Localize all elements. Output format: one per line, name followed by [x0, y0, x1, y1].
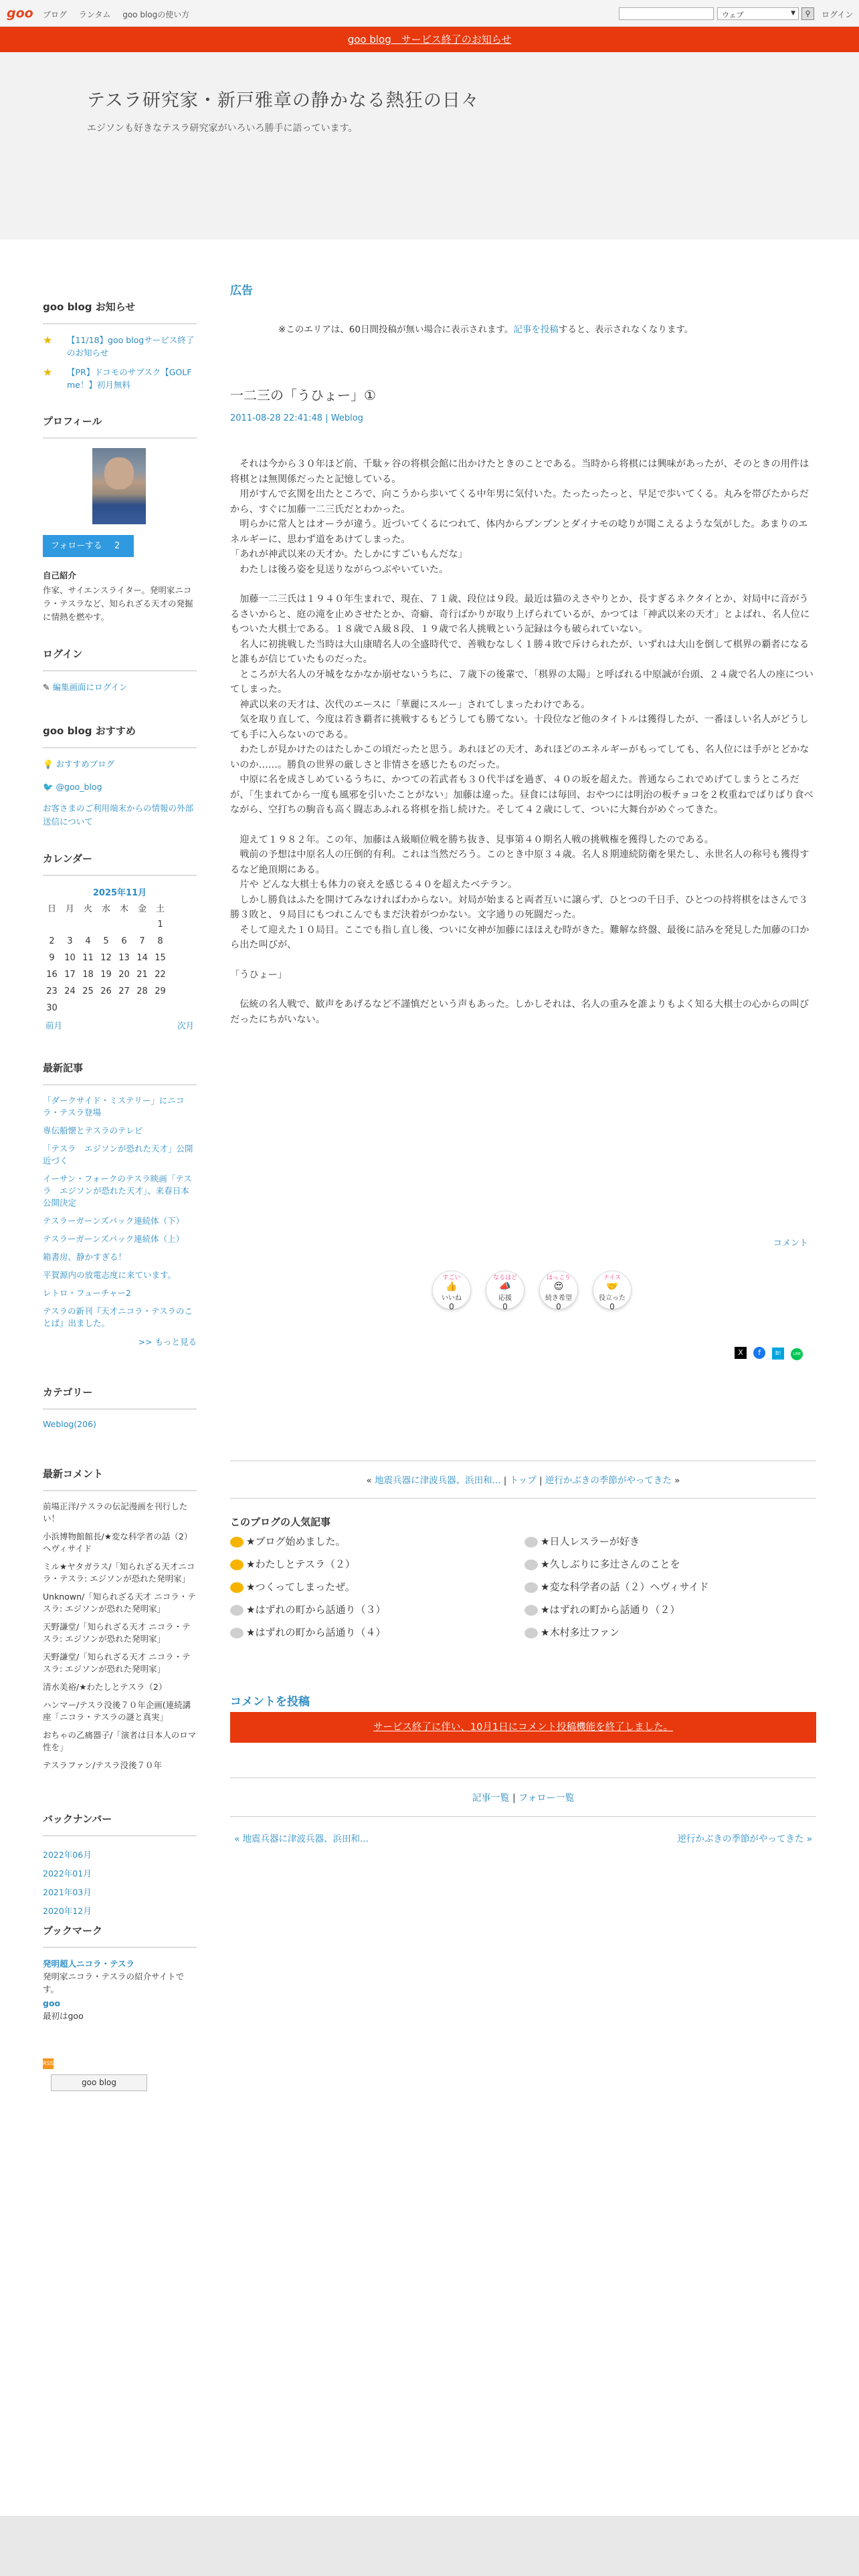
article-paragraph: それは今から３０年ほど前、千駄ヶ谷の将棋会館に出かけたときのことである。当時から将棋には興味があったが、そのときの用件は将棋とは無関係だったと記憶している。	[230, 459, 809, 485]
article-paragraph: 「うひょー」	[230, 969, 288, 980]
popular-item-label: ★木村多辻ファン	[541, 1626, 620, 1638]
calendar-weekday: 金	[137, 904, 147, 914]
calendar-table	[43, 899, 169, 1016]
article-paragraph	[230, 577, 816, 592]
calendar-day[interactable]: 2	[49, 936, 55, 946]
calendar-week	[43, 933, 169, 950]
star-icon: ★	[43, 334, 53, 346]
rank-icon	[524, 1560, 538, 1570]
reaction-icon: 🤝	[606, 1281, 618, 1292]
popular-item-label: ★つくってしまったぜ。	[246, 1581, 355, 1593]
follow-count: 2	[114, 541, 120, 551]
popular-item-label: ★はずれの町から話通り（４）	[246, 1626, 386, 1638]
calendar-weekday: 木	[119, 904, 128, 914]
article-paragraph: 伝統の名人戦で、歓声をあげるなど不謹慎だという声もあった。しかしそれは、名人の重みを誰よりもよく知る大棋士の心からの叫びだったにちがいない。	[230, 999, 809, 1025]
post-comment-heading: コメントを投稿	[230, 1695, 310, 1709]
calendar-day[interactable]: 5	[103, 936, 109, 946]
search-scope-select[interactable]	[717, 7, 799, 20]
recent-item[interactable]: 「テスラ エジソンが恐れた天才」公開近づく	[43, 1144, 193, 1166]
comment-item[interactable]: 天野謙堂/「知られざる天才 ニコラ・テスラ: エジソンが恐れた発明家」	[43, 1652, 191, 1674]
calendar-day[interactable]: 1	[157, 920, 163, 930]
calendar-weekday: 火	[83, 904, 92, 914]
calendar-day	[97, 916, 115, 933]
post-article-link[interactable]: 記事を投稿	[513, 324, 559, 335]
article-paragraph: 名人に初挑戦した当時は大山康晴名人の全盛時代で、善戦むなしく１勝４敗で斥けられたが、いずれは大山を倒して棋界の覇者になると誰もが信じていたものだった。	[230, 639, 809, 665]
article-paragraph: そして迎えた１０局目。ここでも指し直し後、ついに女神が加藤にほほえむ時がきた。難解な終盤、最後に詰みを発見した加藤の口から出た叫びが、	[230, 924, 809, 950]
page-footer	[0, 2516, 859, 2576]
popular-item[interactable]	[524, 1557, 680, 1571]
line-share-icon[interactable]	[791, 1348, 803, 1360]
calendar-day	[97, 1000, 115, 1016]
popular-item-label: ★日人レスラーが好き	[541, 1535, 640, 1547]
reaction-label: いいね	[442, 1295, 462, 1302]
article-body	[230, 457, 816, 1027]
rss-label: RSS	[43, 2060, 54, 2066]
search-scope-value: ウェブ	[722, 11, 744, 19]
calendar-day[interactable]: 16	[46, 970, 58, 980]
bottom-prev-link[interactable]: « 地震兵器に津波兵器、浜田和...	[234, 1834, 369, 1844]
recent-item[interactable]: 箱書房、静かすぎる！	[43, 1252, 127, 1262]
calendar-heading: カレンダー	[43, 851, 197, 876]
main-content	[230, 281, 816, 1844]
popular-list	[230, 1534, 816, 1648]
reaction-buttons	[432, 1271, 633, 1317]
calendar-day	[61, 916, 79, 933]
pager-bottom-rule	[230, 1498, 816, 1499]
hatena-label: B!	[775, 1350, 781, 1356]
recommend-item[interactable]	[43, 780, 197, 794]
line-label: LINE	[793, 1352, 801, 1356]
article-paragraph: 迎えて１９８２年。この年、加藤はＡ級順位戦を勝ち抜き、見事第４０期名人戦の挑戦権を獲得したのである。	[230, 834, 714, 845]
popular-item[interactable]	[230, 1625, 385, 1639]
calendar-day[interactable]: 7	[139, 936, 145, 946]
recommend-item-label: おすすめブログ	[56, 759, 115, 769]
calendar-day	[133, 1000, 151, 1016]
reaction-top-label: すごい	[442, 1275, 461, 1281]
follow-label: フォローする	[51, 541, 102, 551]
x-share-icon[interactable]	[735, 1347, 747, 1359]
self-intro-label: 自己紹介	[43, 570, 77, 580]
ad-note-pre: ※このエリアは、60日間投稿が無い場合に表示されます。	[278, 324, 514, 335]
comment-closed-link[interactable]: サービス終了に伴い、10月1日にコメント投稿機能を終了しました。	[373, 1722, 674, 1733]
article-paragraph: わたしが見かけたのはたしかこの頃だったと思う。あれほどの天才、あれほどのエネルギーがもってしても、名人位には手がとどかないのか……。勝負の世界の厳しさと非情さを感じたものだった。	[230, 744, 809, 770]
recommend-heading: goo blog おすすめ	[43, 724, 197, 748]
calendar-day[interactable]: 10	[64, 953, 76, 963]
calendar-day[interactable]: 15	[155, 953, 166, 963]
calendar-day[interactable]: 20	[118, 970, 130, 980]
article-title[interactable]: 一二三の「うひょー」①	[230, 387, 376, 403]
blog-header	[0, 52, 859, 239]
calendar-day[interactable]: 19	[100, 970, 112, 980]
reaction-count: 0	[556, 1302, 561, 1311]
goo-blog-badge[interactable]	[51, 2074, 147, 2091]
service-end-link[interactable]: goo blog サービス終了のお知らせ	[347, 33, 512, 45]
news-heading: goo blog お知らせ	[43, 300, 197, 324]
pager-next-link[interactable]: 逆行かぶきの季節がやってきた	[545, 1475, 672, 1486]
article-paragraph: 加藤一二三氏は１９４０年生まれで、現在、７１歳、段位は９段。最近は猫のえさやりとか、長すぎるネクタイとか、対局中に音がうるさいからと、庭の滝を止めさせたとか、奇癖、奇行ばかりが取り上げられているが、かつては「神武以来の天才」とよばれ、名人位にもついた大棋士である。１８歳でＡ級８段、１９歳で名人挑戦という記録は今も破られていない。	[230, 594, 810, 635]
calendar-day[interactable]: 18	[82, 970, 94, 980]
meta-separator: |	[322, 413, 331, 423]
calendar-day[interactable]: 28	[136, 986, 148, 996]
bookmark-desc: 最初はgoo	[43, 2011, 84, 2021]
backnumber-item[interactable]: 2020年12月	[43, 1906, 92, 1916]
pager-top-link[interactable]: トップ	[509, 1475, 537, 1486]
reaction-count: 0	[609, 1302, 615, 1311]
article-paragraph: 明らかに常人とはオーラが違う。近づいてくるにつれて、体内からブンブンとダイナモの唸りが聞こえるような気がした。あまりのエネルギーに、思わず道をあけてしまった。	[230, 519, 808, 545]
calendar-day[interactable]: 23	[46, 986, 58, 996]
calendar-week	[43, 983, 169, 1000]
calendar-weekday: 土	[155, 904, 165, 914]
article-paragraph: 中原に名を成さしめているうちに、かつての若武者も３０代半ばを過ぎ、４０の坂を超えた。普通ならこれでめげてしまうところだが、「生まれてから一度も風邪を引いたことがない」加藤は違った。昼食には毎回、おやつには明治の板チョコを２枚重ねでばりばり食べながら、空打ちの駒音も高く闘志あふれる将棋を指し続けた。そして４２歳にして、ついに大舞台がめぐってきた。	[230, 774, 814, 815]
calendar-week	[43, 1000, 169, 1016]
reaction-button[interactable]	[539, 1271, 578, 1309]
facebook-label: f	[758, 1348, 761, 1357]
news-item[interactable]	[43, 334, 197, 359]
backnumber-heading: バックナンバー	[43, 1812, 197, 1836]
comments-heading: 最新コメント	[43, 1467, 197, 1491]
recent-item[interactable]: 専伝船懐とテスラのテレビ	[43, 1125, 143, 1136]
calendar-nav	[43, 1019, 197, 1031]
search-button[interactable]	[801, 7, 814, 20]
rss-icon[interactable]	[43, 2058, 54, 2069]
reaction-top-label: ナイス	[603, 1275, 622, 1281]
recent-list	[43, 1095, 197, 1329]
calendar-day[interactable]: 27	[118, 986, 130, 996]
recent-heading: 最新記事	[43, 1061, 197, 1085]
ad-note	[278, 322, 816, 335]
top-nav	[43, 9, 199, 20]
recommend-item[interactable]	[43, 758, 197, 771]
profile-avatar[interactable]	[92, 448, 146, 524]
recent-item[interactable]: 平賀源内の放電志度に来ています。	[43, 1270, 177, 1280]
comment-item[interactable]: テスラファン/テスラ没後７０年	[43, 1760, 162, 1770]
calendar-prev-link[interactable]: 前月	[45, 1021, 63, 1031]
comment-item[interactable]: 清水美裕/★わたしとテスラ（2）	[43, 1682, 167, 1692]
calendar-day	[133, 916, 151, 933]
popular-item-label: ★久しぶりに多辻さんのことを	[541, 1558, 680, 1570]
recent-item[interactable]: レトロ・フューチャー2	[43, 1288, 131, 1298]
top-bar	[0, 0, 859, 27]
search-icon: ⚲	[805, 9, 811, 18]
login-heading: ログイン	[43, 647, 197, 671]
pager-open: «	[366, 1475, 375, 1486]
external-transmission-link[interactable]: お客さまのご利用端末からの情報の外部送信について	[43, 803, 194, 827]
article-category[interactable]: Weblog	[330, 413, 363, 423]
pager-sep: |	[536, 1475, 545, 1486]
article-paragraph: 片や どんな大棋士も体力の衰えを感じる４０を超えたベテラン。	[230, 879, 518, 890]
popular-item-label: ★わたしとテスラ（２）	[246, 1558, 355, 1570]
comment-item[interactable]: Unknown/「知られざる天才 ニコラ・テスラ: エジソンが恐れた発明家」	[43, 1592, 196, 1614]
reaction-top-label: ほっこり	[546, 1275, 571, 1281]
recommend-item-label: @goo_blog	[56, 782, 102, 792]
article-meta	[230, 413, 816, 423]
twitter-icon: 🐦	[43, 782, 56, 792]
nav-link-random[interactable]: ランタム	[78, 10, 111, 19]
comment-item[interactable]: 前場正洋/テスラの伝記漫画を刊行したい！	[43, 1501, 188, 1523]
category-item[interactable]	[43, 1419, 197, 1429]
reaction-icon: 👍	[446, 1281, 458, 1292]
comment-closed-banner	[230, 1712, 816, 1743]
rank-icon	[230, 1560, 244, 1570]
article-paragraph: わたしは後ろ姿を見送りながらつぶやいていた。	[230, 564, 449, 575]
goo-badge-label: goo blog	[81, 2078, 117, 2087]
calendar-weekday-row	[43, 899, 169, 916]
calendar-day[interactable]: 11	[82, 953, 94, 963]
recommend-list	[43, 758, 197, 829]
reaction-label: 応援	[498, 1295, 512, 1302]
bookmark-heading: ブックマーク	[43, 1923, 197, 1948]
profile-heading: プロフィール	[43, 414, 197, 439]
rank-icon	[524, 1605, 538, 1616]
bookmark-link[interactable]: 発明超人ニコラ・テスラ	[43, 1959, 135, 1969]
calendar-day[interactable]: 14	[136, 953, 148, 963]
bookmark-list	[43, 1957, 197, 2022]
popular-item-label: ★はずれの町から話通り（２）	[541, 1604, 680, 1616]
pager-sep: |	[500, 1475, 510, 1486]
popular-item-label: ★変な科学者の話（２）ヘヴィサイド	[541, 1581, 709, 1593]
star-icon: ★	[43, 366, 53, 379]
popular-item[interactable]	[230, 1580, 355, 1594]
calendar-weekday: 日	[47, 904, 56, 914]
article-paragraph	[230, 953, 816, 968]
calendar-day[interactable]: 13	[118, 953, 130, 963]
popular-item[interactable]	[230, 1557, 355, 1571]
recent-item[interactable]: イーサン・フォークのテスラ映画「テスラ エジソンが恐れた天才」、来春日本公開決定	[43, 1174, 192, 1208]
popular-item-label: ★ブログ始めました。	[246, 1535, 346, 1547]
self-intro-text: 作家、サイエンスライター。発明家ニコラ・テスラなど、知られざる天才の発掘に情熱を燃やす。	[43, 585, 193, 622]
calendar-day[interactable]: 3	[67, 936, 73, 946]
calendar-day[interactable]: 12	[100, 953, 112, 963]
recent-item[interactable]: テスラーガーンズバック連続体（上）	[43, 1234, 185, 1244]
avatar-face	[104, 457, 134, 490]
rank-icon	[230, 1582, 244, 1593]
calendar-weekday: 水	[101, 904, 110, 914]
search-input[interactable]	[619, 7, 714, 20]
nav-link-howto[interactable]: goo blogの使い方	[122, 10, 190, 19]
pager-prev-link[interactable]: 地震兵器に津波兵器、浜田和...	[375, 1475, 501, 1486]
calendar-day[interactable]: 24	[64, 986, 76, 996]
follow-button[interactable]	[43, 535, 134, 557]
popular-item-label: ★はずれの町から話通り（３）	[246, 1604, 386, 1616]
comment-item[interactable]: ハンマー/テスラ没後７０年企画(連続講座「ニコラ・テスラの謎と真実」	[43, 1700, 191, 1722]
calendar-day[interactable]: 8	[157, 936, 163, 946]
calendar-day[interactable]: 6	[121, 936, 127, 946]
calendar-day	[43, 916, 61, 933]
ad-heading: 広告	[230, 284, 253, 298]
login-edit-label: 編集画面にログイン	[52, 682, 128, 692]
bookmark-desc: 発明家ニコラ・テスラの紹介サイトです。	[43, 1971, 185, 1994]
backnumber-list	[43, 1846, 197, 1916]
reaction-label: 続き希望	[545, 1295, 572, 1302]
comment-item[interactable]: 天野謙堂/「知られざる天才 ニコラ・テスラ: エジソンが恐れた発明家」	[43, 1622, 191, 1644]
rank-icon	[230, 1537, 244, 1547]
article-paragraph: 気を取り直して、今度は若き覇者に挑戦するもどうしても勝てない。十段位など他のタイトルは獲得したが、一番ほしい名人がどうしても手に入らないのである。	[230, 714, 809, 740]
sidebar	[43, 300, 197, 2091]
popular-heading: このブログの人気記事	[230, 1516, 331, 1528]
comment-item[interactable]: ミル★ヤタガラス/「知られざる天才ニコラ・テスラ: エジソンが恐れた発明家」	[43, 1562, 195, 1584]
article-paragraph: 用がすんで玄関を出たところで、向こうから歩いてくる中年男に気付いた。たったったっと、早足で歩いてくる。丸みを帯びたからだから、すぐに加藤一二三氏だとわかった。	[230, 489, 809, 515]
calendar-day	[61, 1000, 79, 1016]
rank-icon	[524, 1537, 538, 1547]
reaction-count: 0	[449, 1302, 454, 1311]
calendar-day[interactable]: 17	[64, 970, 76, 980]
calendar-month: 2025年11月	[92, 888, 147, 898]
reaction-count: 0	[502, 1302, 508, 1311]
article-paragraph	[230, 982, 816, 997]
calendar-day	[151, 1000, 169, 1016]
login-edit-link[interactable]	[43, 681, 197, 693]
reaction-icon: 📣	[499, 1281, 511, 1292]
article-paragraph: 「あれが神武以来の天才か。たしかにすごいもんだな」	[230, 549, 468, 560]
rank-icon	[524, 1628, 538, 1638]
blog-title[interactable]: テスラ研究家・新戸雅章の静かなる熱狂の日々	[87, 90, 480, 111]
popular-item[interactable]	[524, 1602, 680, 1616]
facebook-share-icon[interactable]	[753, 1347, 765, 1359]
x-label: X	[738, 1348, 743, 1357]
list-links	[230, 1791, 816, 1804]
comment-link[interactable]: コメント	[773, 1239, 809, 1249]
calendar-day[interactable]: 25	[82, 986, 94, 996]
rank-icon	[230, 1605, 244, 1616]
news-item-label: 【11/18】goo blogサービス終了のお知らせ	[67, 335, 195, 358]
hatena-share-icon[interactable]	[772, 1348, 784, 1360]
calendar-week	[43, 916, 169, 933]
follow-list-link[interactable]: フォロー一覧	[518, 1793, 575, 1804]
reaction-top-label: なるほど	[492, 1275, 517, 1281]
article-paragraph	[230, 818, 816, 833]
calendar-day	[115, 916, 133, 933]
pencil-icon: ✎	[43, 682, 53, 692]
comment-item[interactable]: 小浜博物館館長/★変な科学者の話（2）ヘヴィサイド	[43, 1531, 193, 1553]
page-body	[0, 239, 859, 2516]
recent-item[interactable]: テスラの新刊『天才ニコラ・テスラのことば』出ました。	[43, 1306, 193, 1328]
article-paragraph: しかし勝負はふたを開けてみなければわからない。対局が始まると両者互いに譲らず、ひとつの千日手、ひとつの持将棋をはさんで３勝３敗と、９局目にもつれこんでもまだ決着がつかない。文字通りの死闘だった。	[230, 894, 808, 920]
backnumber-item[interactable]: 2021年03月	[43, 1887, 92, 1897]
category-heading: カテゴリー	[43, 1385, 197, 1410]
bottom-next-link[interactable]: 逆行かぶきの季節がやってきた »	[677, 1834, 812, 1844]
reaction-label: 役立った	[599, 1295, 626, 1302]
reaction-button[interactable]	[432, 1271, 471, 1309]
list-bottom-rule	[230, 1816, 816, 1817]
calendar-day	[79, 916, 97, 933]
lightbulb-icon: 💡	[43, 759, 56, 769]
article-list-link[interactable]: 記事一覧	[472, 1793, 510, 1804]
popular-item[interactable]	[524, 1534, 640, 1548]
calendar-weekday: 月	[65, 904, 74, 914]
ad-note-post: すると、表示されなくなります。	[558, 324, 694, 335]
calendar-day[interactable]: 21	[136, 970, 148, 980]
chevron-down-icon: ▼	[791, 10, 795, 17]
article-paragraph: 戦前の予想は中原名人の圧倒的有利。これは当然だろう。このとき中原３４歳。名人８期連続防衛を果たし、永世名人の称号も獲得するなど絶頂期にある。	[230, 849, 809, 875]
login-link[interactable]: ログイン	[822, 10, 854, 19]
reaction-icon: 😍	[553, 1281, 564, 1292]
recent-item[interactable]: 「ダークサイド・ミステリー」にニコラ・テスラ登場	[43, 1095, 185, 1117]
news-item-label: 【PR】ドコモのサブスク【GOLF me！】初月無料	[67, 367, 192, 390]
article-paragraph: 神武以来の天才は、次代のエースに「華麗にスルー」されてしまったわけである。	[230, 699, 591, 710]
news-item[interactable]	[43, 366, 197, 391]
calendar-day	[115, 1000, 133, 1016]
goo-logo[interactable]: goo	[7, 6, 33, 21]
calendar-day[interactable]: 9	[49, 953, 55, 963]
blog-description: エジソンも好きなテスラ研究家がいろいろ勝手に語っています。	[87, 123, 358, 134]
comment-list	[43, 1501, 197, 1772]
popular-item[interactable]	[524, 1625, 619, 1639]
calendar-day[interactable]: 26	[100, 986, 112, 996]
backnumber-item[interactable]: 2022年01月	[43, 1868, 92, 1879]
reaction-button[interactable]	[486, 1271, 524, 1309]
calendar-day	[79, 1000, 97, 1016]
popular-item[interactable]	[230, 1602, 385, 1616]
calendar-day[interactable]: 4	[85, 936, 91, 946]
nav-link-blog[interactable]: ブログ	[43, 10, 68, 19]
calendar-day[interactable]: 29	[155, 986, 166, 996]
article-pager	[230, 1473, 816, 1486]
share-buttons	[735, 1347, 803, 1360]
popular-item[interactable]	[524, 1580, 709, 1594]
news-list	[43, 334, 197, 391]
article-date: 2011-08-28 22:41:48	[230, 413, 323, 423]
service-end-notice	[0, 27, 859, 52]
reaction-button[interactable]	[593, 1271, 632, 1309]
calendar-week	[43, 966, 169, 983]
category-label: Weblog(206)	[43, 1419, 96, 1429]
comment-item[interactable]: おちゃの乙痛器子/「演者は日本人のロマ性を」	[43, 1730, 197, 1752]
pager-close: »	[671, 1475, 680, 1486]
calendar-week	[43, 950, 169, 966]
popular-item[interactable]	[230, 1534, 345, 1548]
calendar-day[interactable]: 30	[46, 1003, 58, 1013]
calendar-day[interactable]: 22	[155, 970, 166, 980]
recent-more-link[interactable]: >> もっと見る	[138, 1337, 197, 1347]
calendar-next-link[interactable]: 次月	[177, 1021, 194, 1031]
recent-item[interactable]: テスラーガーンズバック連続体（下）	[43, 1216, 185, 1226]
rank-icon	[230, 1628, 244, 1638]
list-sep: |	[509, 1793, 519, 1804]
bookmark-link[interactable]: goo	[43, 1998, 61, 2008]
backnumber-item[interactable]: 2022年06月	[43, 1850, 92, 1860]
rank-icon	[524, 1582, 538, 1593]
article-paragraph: ところが大名人の牙城をなかなか崩せないうちに、７歳下の後輩で、「棋界の太陽」と呼ばれる中原誠が台頭、２４歳で名人の座についてしまった。	[230, 669, 814, 695]
